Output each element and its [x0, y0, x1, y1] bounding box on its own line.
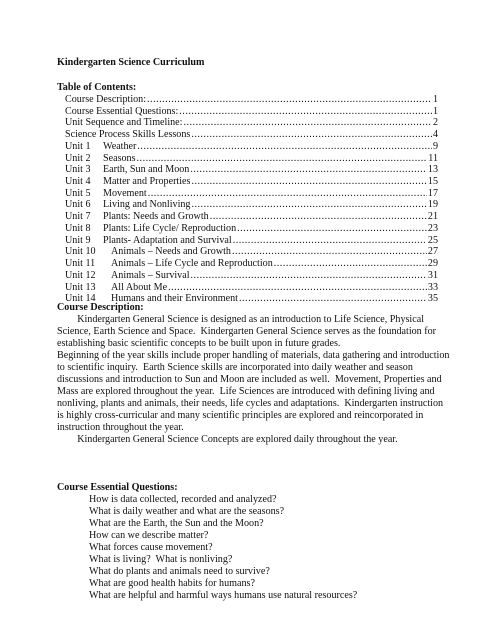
toc-page-number: 23: [427, 222, 438, 234]
description-line: nonliving, plants and animals, their needs, life cycles and adaptations. Kindergarten instruction: [57, 398, 444, 410]
toc-entry: [65, 235, 438, 247]
toc-entry: [65, 141, 438, 153]
course-description-text: [57, 314, 450, 447]
description-line: Science, Earth Science and Space. Kindergarten General Science serves as the foundation for: [57, 326, 437, 338]
toc-page-number: 33: [427, 281, 438, 293]
essential-question: What is daily weather and what are the seasons?: [89, 506, 285, 518]
description-line: to scientific inquiry. Earth Science skills are incorporated into daily weather and season: [57, 362, 413, 374]
toc-entry: [65, 199, 438, 211]
toc-entry-title: Course Essential Questions:: [65, 105, 179, 117]
essential-question: What forces cause movement?: [89, 542, 213, 554]
description-line: Kindergarten General Science Concepts are explored daily throughout the year.: [57, 434, 398, 446]
toc-unit-number: Unit 11: [65, 258, 96, 270]
toc-dot-leader: [274, 258, 427, 270]
description-line: Kindergarten General Science is designed as an introduction to Life Science, Physical: [57, 314, 425, 325]
toc-unit-number: Unit 10: [65, 246, 96, 258]
toc-entry-title: All About Me: [111, 281, 168, 293]
toc-dot-leader: [168, 282, 427, 294]
toc-dot-leader: [191, 129, 432, 141]
description-line: Mass are explored throughout the year. Life Sciences are introduced with defining living and: [57, 386, 435, 398]
toc-unit-number: Unit 13: [65, 281, 96, 293]
toc-dot-leader: [191, 199, 426, 211]
toc-unit-number: Unit 14: [65, 293, 96, 305]
toc-entry: [65, 188, 438, 200]
toc-unit-number: Unit 5: [65, 187, 91, 199]
toc-dot-leader: [191, 270, 427, 282]
toc-entry-title: Plants: Needs and Growth: [103, 211, 209, 223]
toc-entry: [65, 153, 438, 165]
toc-entry-title: Unit Sequence and Timeline:: [65, 117, 183, 129]
toc-dot-leader: [210, 211, 427, 223]
toc-page-number: 2: [432, 117, 438, 129]
toc-entry-title: Animals – Survival: [111, 269, 190, 281]
toc-page-number: 4: [432, 129, 438, 141]
toc-page-number: 1: [432, 105, 438, 117]
toc-unit-number: Unit 7: [65, 211, 91, 223]
toc-dot-leader: [179, 106, 432, 118]
description-line: is highly cross-curricular and many scientific principles are explored and reincorporated in: [57, 410, 424, 422]
toc-page-number: 15: [427, 176, 438, 188]
toc-dot-leader: [190, 164, 427, 176]
toc-entry-title: Weather: [103, 140, 137, 152]
toc-entry-title: Movement: [103, 187, 147, 199]
toc-unit-number: Unit 2: [65, 152, 91, 164]
toc-entry-title: Plants: Life Cycle/ Reproduction: [103, 222, 237, 234]
toc-dot-leader: [183, 117, 431, 129]
toc-dot-leader: [232, 246, 427, 258]
toc-entry-title: Seasons: [103, 152, 136, 164]
description-line: instruction throughout the year.: [57, 422, 184, 434]
toc-entry: [65, 211, 438, 223]
toc-entry: [65, 164, 438, 176]
toc-entry-title: Earth, Sun and Moon: [103, 164, 190, 176]
toc-dot-leader: [147, 94, 432, 106]
toc-dot-leader: [148, 188, 427, 200]
toc-page-number: 11: [428, 152, 438, 164]
toc-dot-leader: [137, 141, 432, 153]
document-title: Kindergarten Science Curriculum: [57, 57, 205, 68]
toc-entry: [65, 129, 438, 141]
toc-entry-title: Science Process Skills Lessons: [65, 129, 191, 141]
toc-dot-leader: [237, 223, 427, 235]
toc-entry: [65, 176, 438, 188]
toc-entry-title: Animals – Needs and Growth: [111, 246, 231, 258]
essential-question: What are helpful and harmful ways humans use natural resources?: [89, 590, 358, 602]
essential-question: What are good health habits for humans?: [89, 578, 255, 590]
toc-entry-title: Course Description:: [65, 94, 147, 105]
essential-question: What are the Earth, the Sun and the Moon?: [89, 518, 264, 530]
toc-dot-leader: [239, 293, 427, 305]
toc-unit-number: Unit 1: [65, 140, 91, 152]
toc-page-number: 13: [427, 164, 438, 176]
toc-entry-title: Plants- Adaptation and Survival: [103, 234, 232, 246]
toc-heading: Table of Contents:: [57, 82, 137, 93]
toc-page-number: 17: [427, 187, 438, 199]
essential-questions-list: [89, 494, 357, 602]
toc-entry: [65, 270, 438, 282]
description-line: discussions and introduction to Sun and Moon are included as well. Movement, Properties and: [57, 374, 442, 386]
essential-questions-heading: Course Essential Questions:: [57, 482, 178, 493]
toc-page-number: 25: [427, 234, 438, 246]
toc-page-number: 1: [432, 94, 438, 105]
toc-entry: [65, 223, 438, 235]
toc-dot-leader: [191, 176, 426, 188]
toc-entry: [65, 94, 438, 106]
essential-question: How is data collected, recorded and analyzed?: [89, 494, 277, 505]
toc-page-number: 19: [427, 199, 438, 211]
toc-unit-number: Unit 4: [65, 176, 91, 188]
toc-entry-title: Living and Nonliving: [103, 199, 191, 211]
description-line: establishing basic scientific concepts to be built upon in future grades.: [57, 338, 341, 350]
toc-page-number: 21: [427, 211, 438, 223]
course-description-heading: Course Description:: [57, 302, 144, 313]
toc-unit-number: Unit 6: [65, 199, 91, 211]
toc-unit-number: Unit 8: [65, 222, 91, 234]
toc-page-number: 27: [427, 246, 438, 258]
toc-page-number: 35: [427, 293, 438, 305]
essential-question: What do plants and animals need to survive?: [89, 566, 270, 578]
toc-dot-leader: [233, 235, 427, 247]
toc-page-number: 31: [427, 269, 438, 281]
toc-unit-number: Unit 12: [65, 269, 96, 281]
toc-entry-title: Animals – Life Cycle and Reproduction: [111, 258, 273, 270]
toc-unit-number: Unit 3: [65, 164, 91, 176]
toc-page-number: 9: [432, 140, 438, 152]
toc-entry: [65, 117, 438, 129]
toc-entry-title: Humans and their Environment: [111, 293, 238, 305]
toc-dot-leader: [137, 153, 428, 165]
toc-entry-title: Matter and Properties: [103, 176, 191, 188]
essential-question: What is living? What is nonliving?: [89, 554, 233, 566]
toc-entry: [65, 282, 438, 294]
essential-question: How can we describe matter?: [89, 530, 209, 542]
toc-entry: [65, 246, 438, 258]
description-line: Beginning of the year skills include proper handling of materials, data gathering and introduction: [57, 350, 450, 362]
toc-page-number: 29: [427, 258, 438, 270]
toc-entry: [65, 106, 438, 118]
table-of-contents: [65, 94, 438, 305]
toc-unit-number: Unit 9: [65, 234, 91, 246]
toc-entry: [65, 258, 438, 270]
